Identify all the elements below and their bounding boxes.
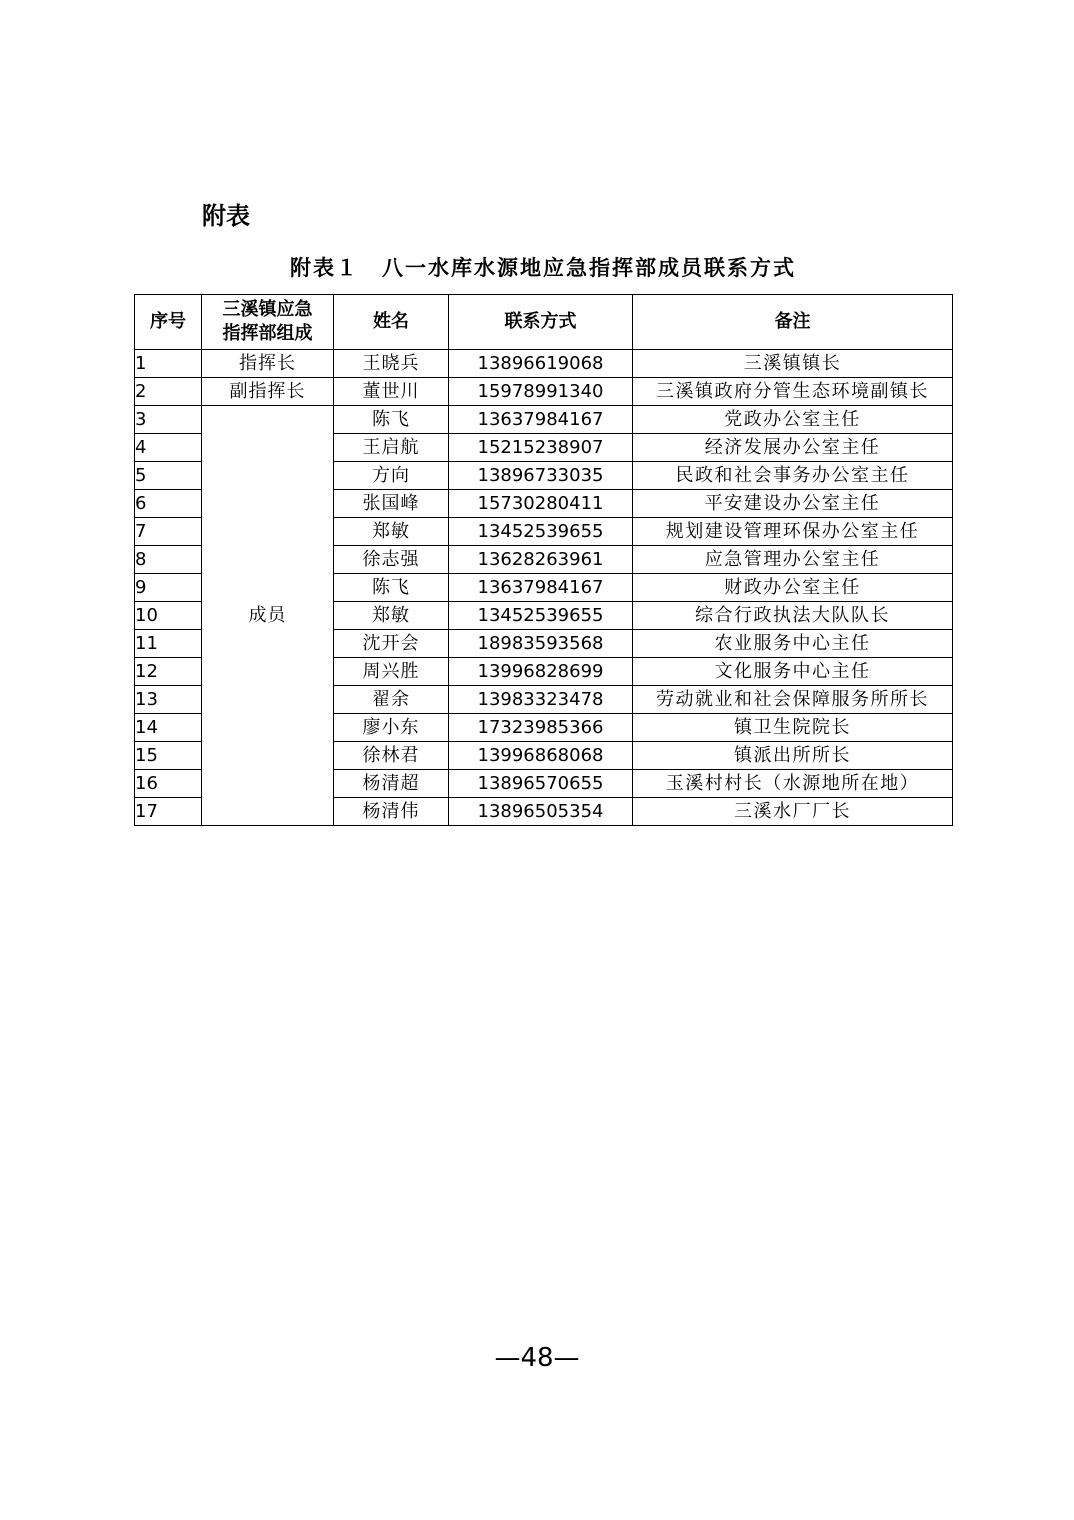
row-phone: 15730280411 <box>449 490 633 518</box>
row-phone: 13637984167 <box>449 574 633 602</box>
row-phone: 13452539655 <box>449 602 633 630</box>
row-phone: 13896505354 <box>449 798 633 826</box>
row-note: 规划建设管理环保办公室主任 <box>633 518 953 546</box>
page-number: —48— <box>494 1343 580 1373</box>
row-name: 张国峰 <box>334 490 449 518</box>
row-number: 1 <box>135 350 202 378</box>
row-phone: 13452539655 <box>449 518 633 546</box>
header-group-line2: 指挥部组成 <box>222 323 313 344</box>
header-group <box>202 295 334 350</box>
row-number: 2 <box>135 378 202 406</box>
row-number: 8 <box>135 546 202 574</box>
row-note: 平安建设办公室主任 <box>633 490 953 518</box>
row-note: 镇卫生院院长 <box>633 714 953 742</box>
row-note: 劳动就业和社会保障服务所所长 <box>633 686 953 714</box>
row-name: 周兴胜 <box>334 658 449 686</box>
row-note: 三溪镇政府分管生态环境副镇长 <box>633 378 953 406</box>
row-note: 经济发展办公室主任 <box>633 434 953 462</box>
row-note: 财政办公室主任 <box>633 574 953 602</box>
row-name: 郑敏 <box>334 602 449 630</box>
row-note: 镇派出所所长 <box>633 742 953 770</box>
row-name: 沈开会 <box>334 630 449 658</box>
row-note: 党政办公室主任 <box>633 406 953 434</box>
row-name: 郑敏 <box>334 518 449 546</box>
table-row <box>135 350 953 378</box>
row-phone: 15215238907 <box>449 434 633 462</box>
row-group: 成员 <box>202 406 334 826</box>
row-phone: 13628263961 <box>449 546 633 574</box>
row-number: 9 <box>135 574 202 602</box>
row-phone: 13896733035 <box>449 462 633 490</box>
row-name: 徐志强 <box>334 546 449 574</box>
row-number: 17 <box>135 798 202 826</box>
header-name: 姓名 <box>334 295 449 350</box>
table-body <box>135 350 953 826</box>
row-phone: 15978991340 <box>449 378 633 406</box>
header-phone: 联系方式 <box>449 295 633 350</box>
row-name: 方向 <box>334 462 449 490</box>
header-group-line1: 三溪镇应急 <box>222 299 313 320</box>
contact-table <box>134 294 953 826</box>
row-number: 5 <box>135 462 202 490</box>
row-note: 农业服务中心主任 <box>633 630 953 658</box>
row-note: 三溪镇镇长 <box>633 350 953 378</box>
row-phone: 13996828699 <box>449 658 633 686</box>
row-note: 玉溪村村长（水源地所在地） <box>633 770 953 798</box>
row-number: 6 <box>135 490 202 518</box>
row-number: 10 <box>135 602 202 630</box>
row-phone: 13896570655 <box>449 770 633 798</box>
row-number: 15 <box>135 742 202 770</box>
row-number: 7 <box>135 518 202 546</box>
row-note: 综合行政执法大队队长 <box>633 602 953 630</box>
row-group: 副指挥长 <box>202 378 334 406</box>
row-name: 王启航 <box>334 434 449 462</box>
table-header <box>135 295 953 350</box>
row-note: 民政和社会事务办公室主任 <box>633 462 953 490</box>
row-name: 陈飞 <box>334 406 449 434</box>
row-phone: 17323985366 <box>449 714 633 742</box>
row-number: 14 <box>135 714 202 742</box>
row-note: 三溪水厂厂长 <box>633 798 953 826</box>
row-number: 11 <box>135 630 202 658</box>
row-phone: 13637984167 <box>449 406 633 434</box>
row-number: 16 <box>135 770 202 798</box>
section-heading: 附表 <box>202 202 250 230</box>
table-row <box>135 406 953 434</box>
row-group: 指挥长 <box>202 350 334 378</box>
row-phone: 18983593568 <box>449 630 633 658</box>
row-name: 徐林君 <box>334 742 449 770</box>
row-phone: 13983323478 <box>449 686 633 714</box>
row-number: 12 <box>135 658 202 686</box>
header-row <box>135 295 953 350</box>
row-name: 杨清伟 <box>334 798 449 826</box>
row-phone: 13896619068 <box>449 350 633 378</box>
row-phone: 13996868068 <box>449 742 633 770</box>
row-name: 董世川 <box>334 378 449 406</box>
row-number: 4 <box>135 434 202 462</box>
row-name: 廖小东 <box>334 714 449 742</box>
header-note: 备注 <box>633 295 953 350</box>
row-note: 文化服务中心主任 <box>633 658 953 686</box>
row-number: 13 <box>135 686 202 714</box>
row-note: 应急管理办公室主任 <box>633 546 953 574</box>
header-no: 序号 <box>135 295 202 350</box>
row-name: 翟余 <box>334 686 449 714</box>
table-row <box>135 378 953 406</box>
row-name: 陈飞 <box>334 574 449 602</box>
row-name: 王晓兵 <box>334 350 449 378</box>
table-title: 附表１ 八一水库水源地应急指挥部成员联系方式 <box>290 255 796 280</box>
row-name: 杨清超 <box>334 770 449 798</box>
row-number: 3 <box>135 406 202 434</box>
